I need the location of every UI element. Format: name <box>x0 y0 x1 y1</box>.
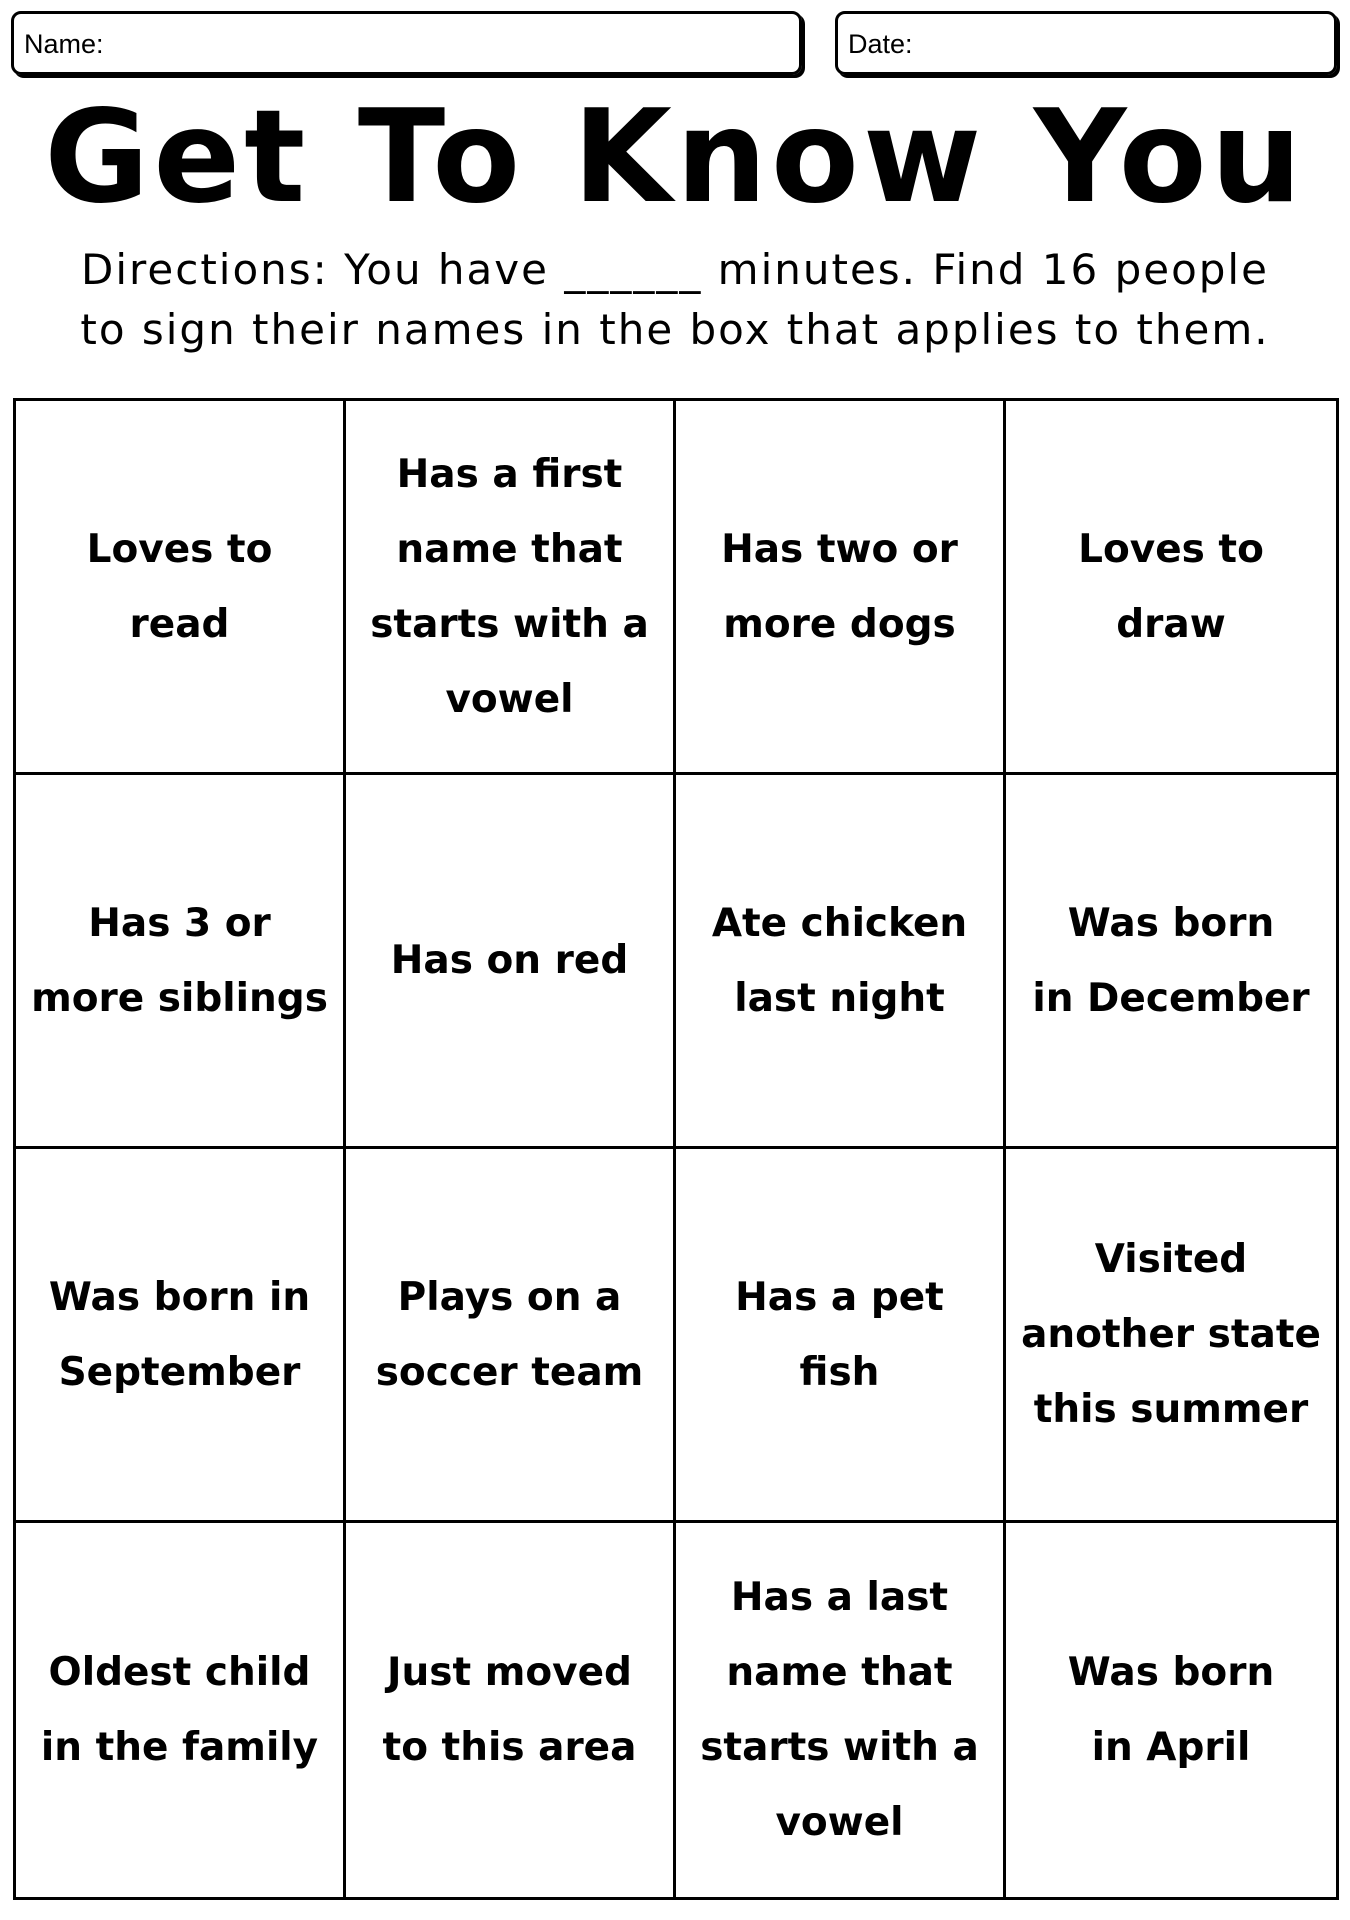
cell-prompt: Has a first name that starts with a vowel <box>370 451 649 722</box>
cell-prompt: Was born in September <box>48 1274 311 1395</box>
name-field[interactable] <box>11 11 802 75</box>
cell-prompt: Visited another state this summer <box>1021 1237 1321 1432</box>
cell-prompt: Loves to read <box>86 526 273 647</box>
grid-cell[interactable] <box>1006 775 1336 1149</box>
cell-prompt: Has a pet fish <box>735 1274 944 1395</box>
cell-prompt: Was born in April <box>1067 1650 1275 1770</box>
cell-prompt: Has 3 or more siblings <box>31 900 328 1021</box>
grid-cell[interactable] <box>676 401 1006 775</box>
cell-prompt: Plays on a soccer team <box>375 1274 644 1395</box>
date-field[interactable] <box>835 11 1337 75</box>
cell-prompt: Was born in December <box>1032 900 1310 1021</box>
page-title: Get To Know You <box>44 83 1306 232</box>
cell-prompt: Has on red <box>390 938 629 983</box>
grid-cell[interactable] <box>346 1523 676 1897</box>
grid-cell[interactable] <box>1006 1149 1336 1523</box>
cell-prompt: Loves to draw <box>1078 526 1264 647</box>
date-label: Date: <box>848 29 913 59</box>
cell-prompt: Has two or more dogs <box>721 526 958 647</box>
cell-prompt: Oldest child in the family <box>40 1650 319 1770</box>
cell-prompt: Ate chicken last night <box>711 900 968 1021</box>
name-label: Name: <box>24 29 104 59</box>
directions <box>0 240 1350 360</box>
grid-cell[interactable] <box>676 1149 1006 1523</box>
grid-cell[interactable] <box>346 775 676 1149</box>
grid-cell[interactable] <box>16 1523 346 1897</box>
grid-cell[interactable] <box>346 401 676 775</box>
grid-cell[interactable] <box>16 775 346 1149</box>
grid-cell[interactable] <box>1006 401 1336 775</box>
bingo-grid <box>13 398 1339 1900</box>
cell-prompt: Just moved to this area <box>382 1650 637 1770</box>
directions-line-2: to sign their names in the box that applies to them. <box>80 305 1270 354</box>
grid-cell[interactable] <box>676 775 1006 1149</box>
grid-cell[interactable] <box>346 1149 676 1523</box>
grid-cell[interactable] <box>16 401 346 775</box>
directions-line-1: Directions: You have ______ minutes. Find 16 people <box>81 245 1269 294</box>
grid-cell[interactable] <box>16 1149 346 1523</box>
cell-prompt: Has a last name that starts with a vowel <box>700 1575 979 1845</box>
grid-cell[interactable] <box>676 1523 1006 1897</box>
grid-cell[interactable] <box>1006 1523 1336 1897</box>
